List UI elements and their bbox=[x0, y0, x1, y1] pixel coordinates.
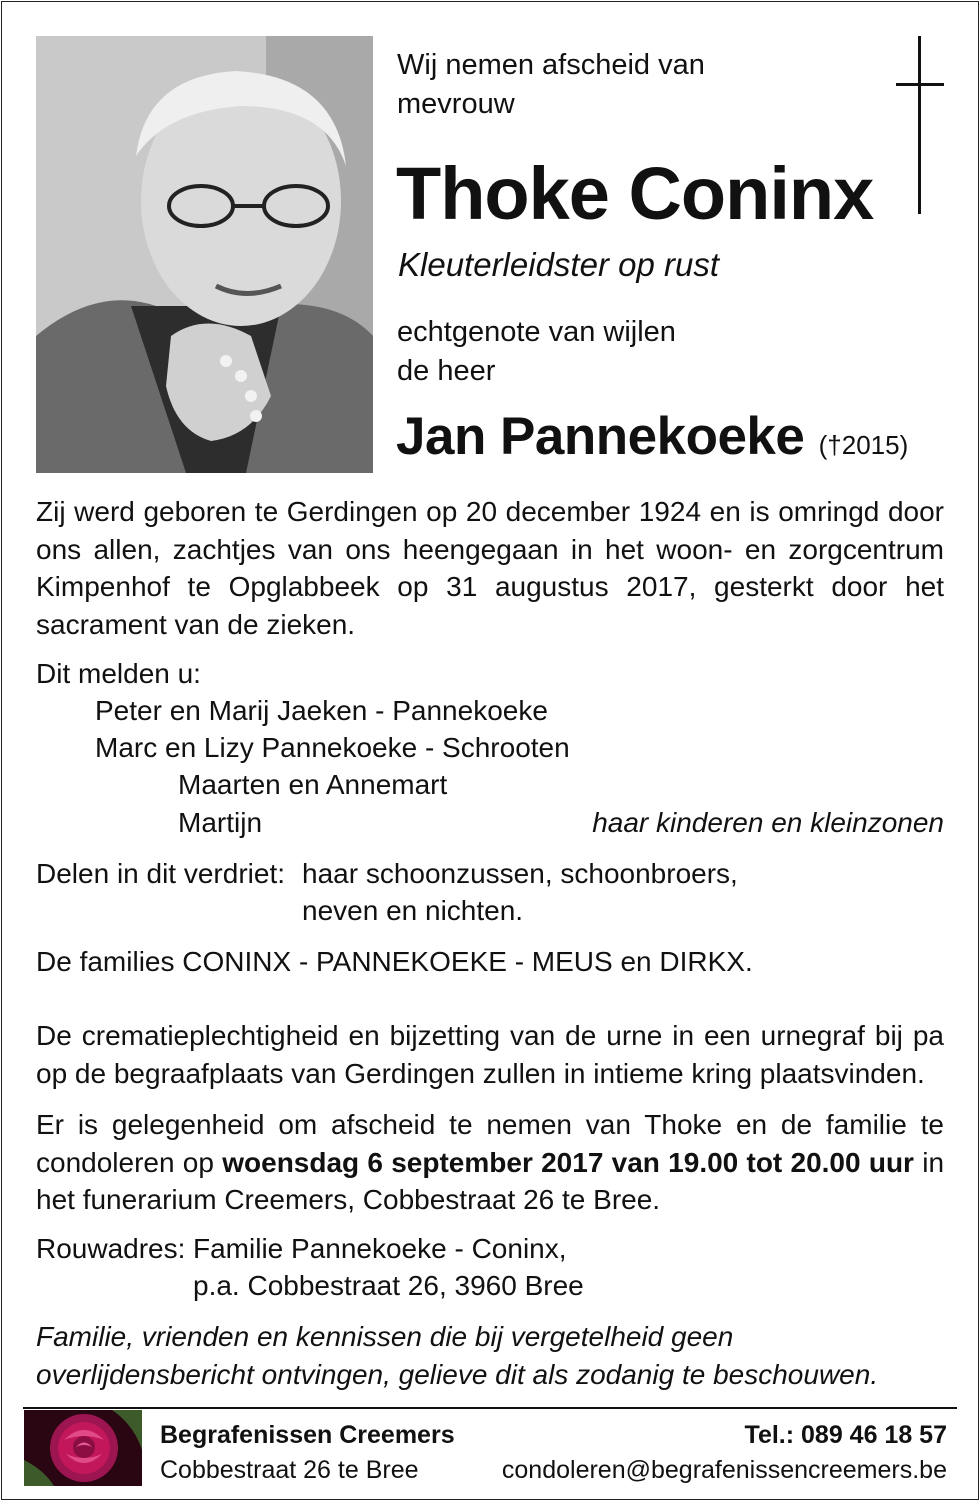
child-line-2: Marc en Lizy Pannekoeke - Schrooten bbox=[95, 732, 570, 763]
ceremony-paragraph: De crematieplechtigheid en bijzetting van de urne in een urnegraf bij pa op de begraafplaats van Gerdingen zullen in intieme kring plaatsvinden. bbox=[36, 1020, 944, 1089]
phone-number[interactable]: Tel.: 089 46 18 57 bbox=[744, 1421, 947, 1449]
intro-text bbox=[397, 46, 705, 124]
condolence-intro: Er is gelegenheid om afscheid te nemen van Thoke en de familie te condoleren op bbox=[36, 1109, 944, 1178]
address-line-2: p.a. Cobbestraat 26, 3960 Bree bbox=[193, 1270, 584, 1301]
deceased-name: Thoke Coninx bbox=[396, 152, 874, 235]
condolence-paragraph bbox=[36, 1106, 944, 1219]
closing-note: Familie, vrienden en kennissen die bij vergetelheid geen overlijdensbericht ontvingen, gelieve dit als zodanig te beschouwen. bbox=[36, 1321, 879, 1390]
spouse-name-line bbox=[396, 405, 908, 477]
announcement-paragraph: Zij werd geboren te Gerdingen op 20 december 1924 en is omringd door ons allen, zachtjes van ons heengegaan in het woon- en zorgcentrum Kimpenhof te Opglabbeek op 31 augustus 2017, gesterkt door het sacrament van de zieken. bbox=[36, 496, 944, 640]
share-line-1: haar schoonzussen, schoonbroers, bbox=[302, 858, 738, 889]
funeral-home-name: Begrafenissen Creemers bbox=[160, 1421, 455, 1449]
profession: Kleuterleidster op rust bbox=[398, 246, 719, 283]
spouse-death-year: (†2015) bbox=[818, 430, 909, 460]
spouse-intro-line-1: echtgenote van wijlen bbox=[397, 316, 676, 348]
condolence-date: woensdag 6 september 2017 van 19.00 tot 20.00 uur bbox=[222, 1146, 914, 1178]
funeral-home-address: Cobbestraat 26 te Bree bbox=[160, 1456, 419, 1484]
rose-icon bbox=[24, 1410, 142, 1486]
notify-label: Dit melden u: bbox=[36, 658, 201, 689]
spouse-intro-line-2: de heer bbox=[397, 355, 496, 387]
condolence-location: in het funerarium Creemers, Cobbestraat 26 te Bree. bbox=[36, 1146, 945, 1215]
intro-line-1: Wij nemen afscheid van bbox=[397, 49, 705, 81]
grandchild-line-2: Martijn bbox=[178, 807, 263, 838]
address-label: Rouwadres: bbox=[36, 1233, 186, 1264]
portrait-image bbox=[36, 36, 373, 473]
share-line-2: neven en nichten. bbox=[302, 895, 524, 926]
family-relation: haar kinderen en kleinzonen bbox=[592, 807, 944, 838]
email-address[interactable]: condoleren@begrafenissencreemers.be bbox=[501, 1456, 947, 1484]
portrait-photo bbox=[36, 36, 373, 473]
address-line-1: Familie Pannekoeke - Coninx, bbox=[193, 1233, 567, 1264]
intro-line-2: mevrouw bbox=[397, 88, 515, 120]
cross-icon bbox=[896, 36, 944, 214]
grandchild-line-1: Maarten en Annemart bbox=[178, 769, 448, 800]
spouse-name: Jan Pannekoeke bbox=[396, 407, 805, 466]
child-line-1: Peter en Marij Jaeken - Pannekoeke bbox=[95, 695, 548, 726]
spouse-intro bbox=[397, 313, 676, 391]
share-label: Delen in dit verdriet: bbox=[36, 858, 286, 889]
footer-divider bbox=[23, 1407, 957, 1409]
families-line: De families CONINX - PANNEKOEKE - MEUS en DIRKX. bbox=[36, 946, 753, 977]
